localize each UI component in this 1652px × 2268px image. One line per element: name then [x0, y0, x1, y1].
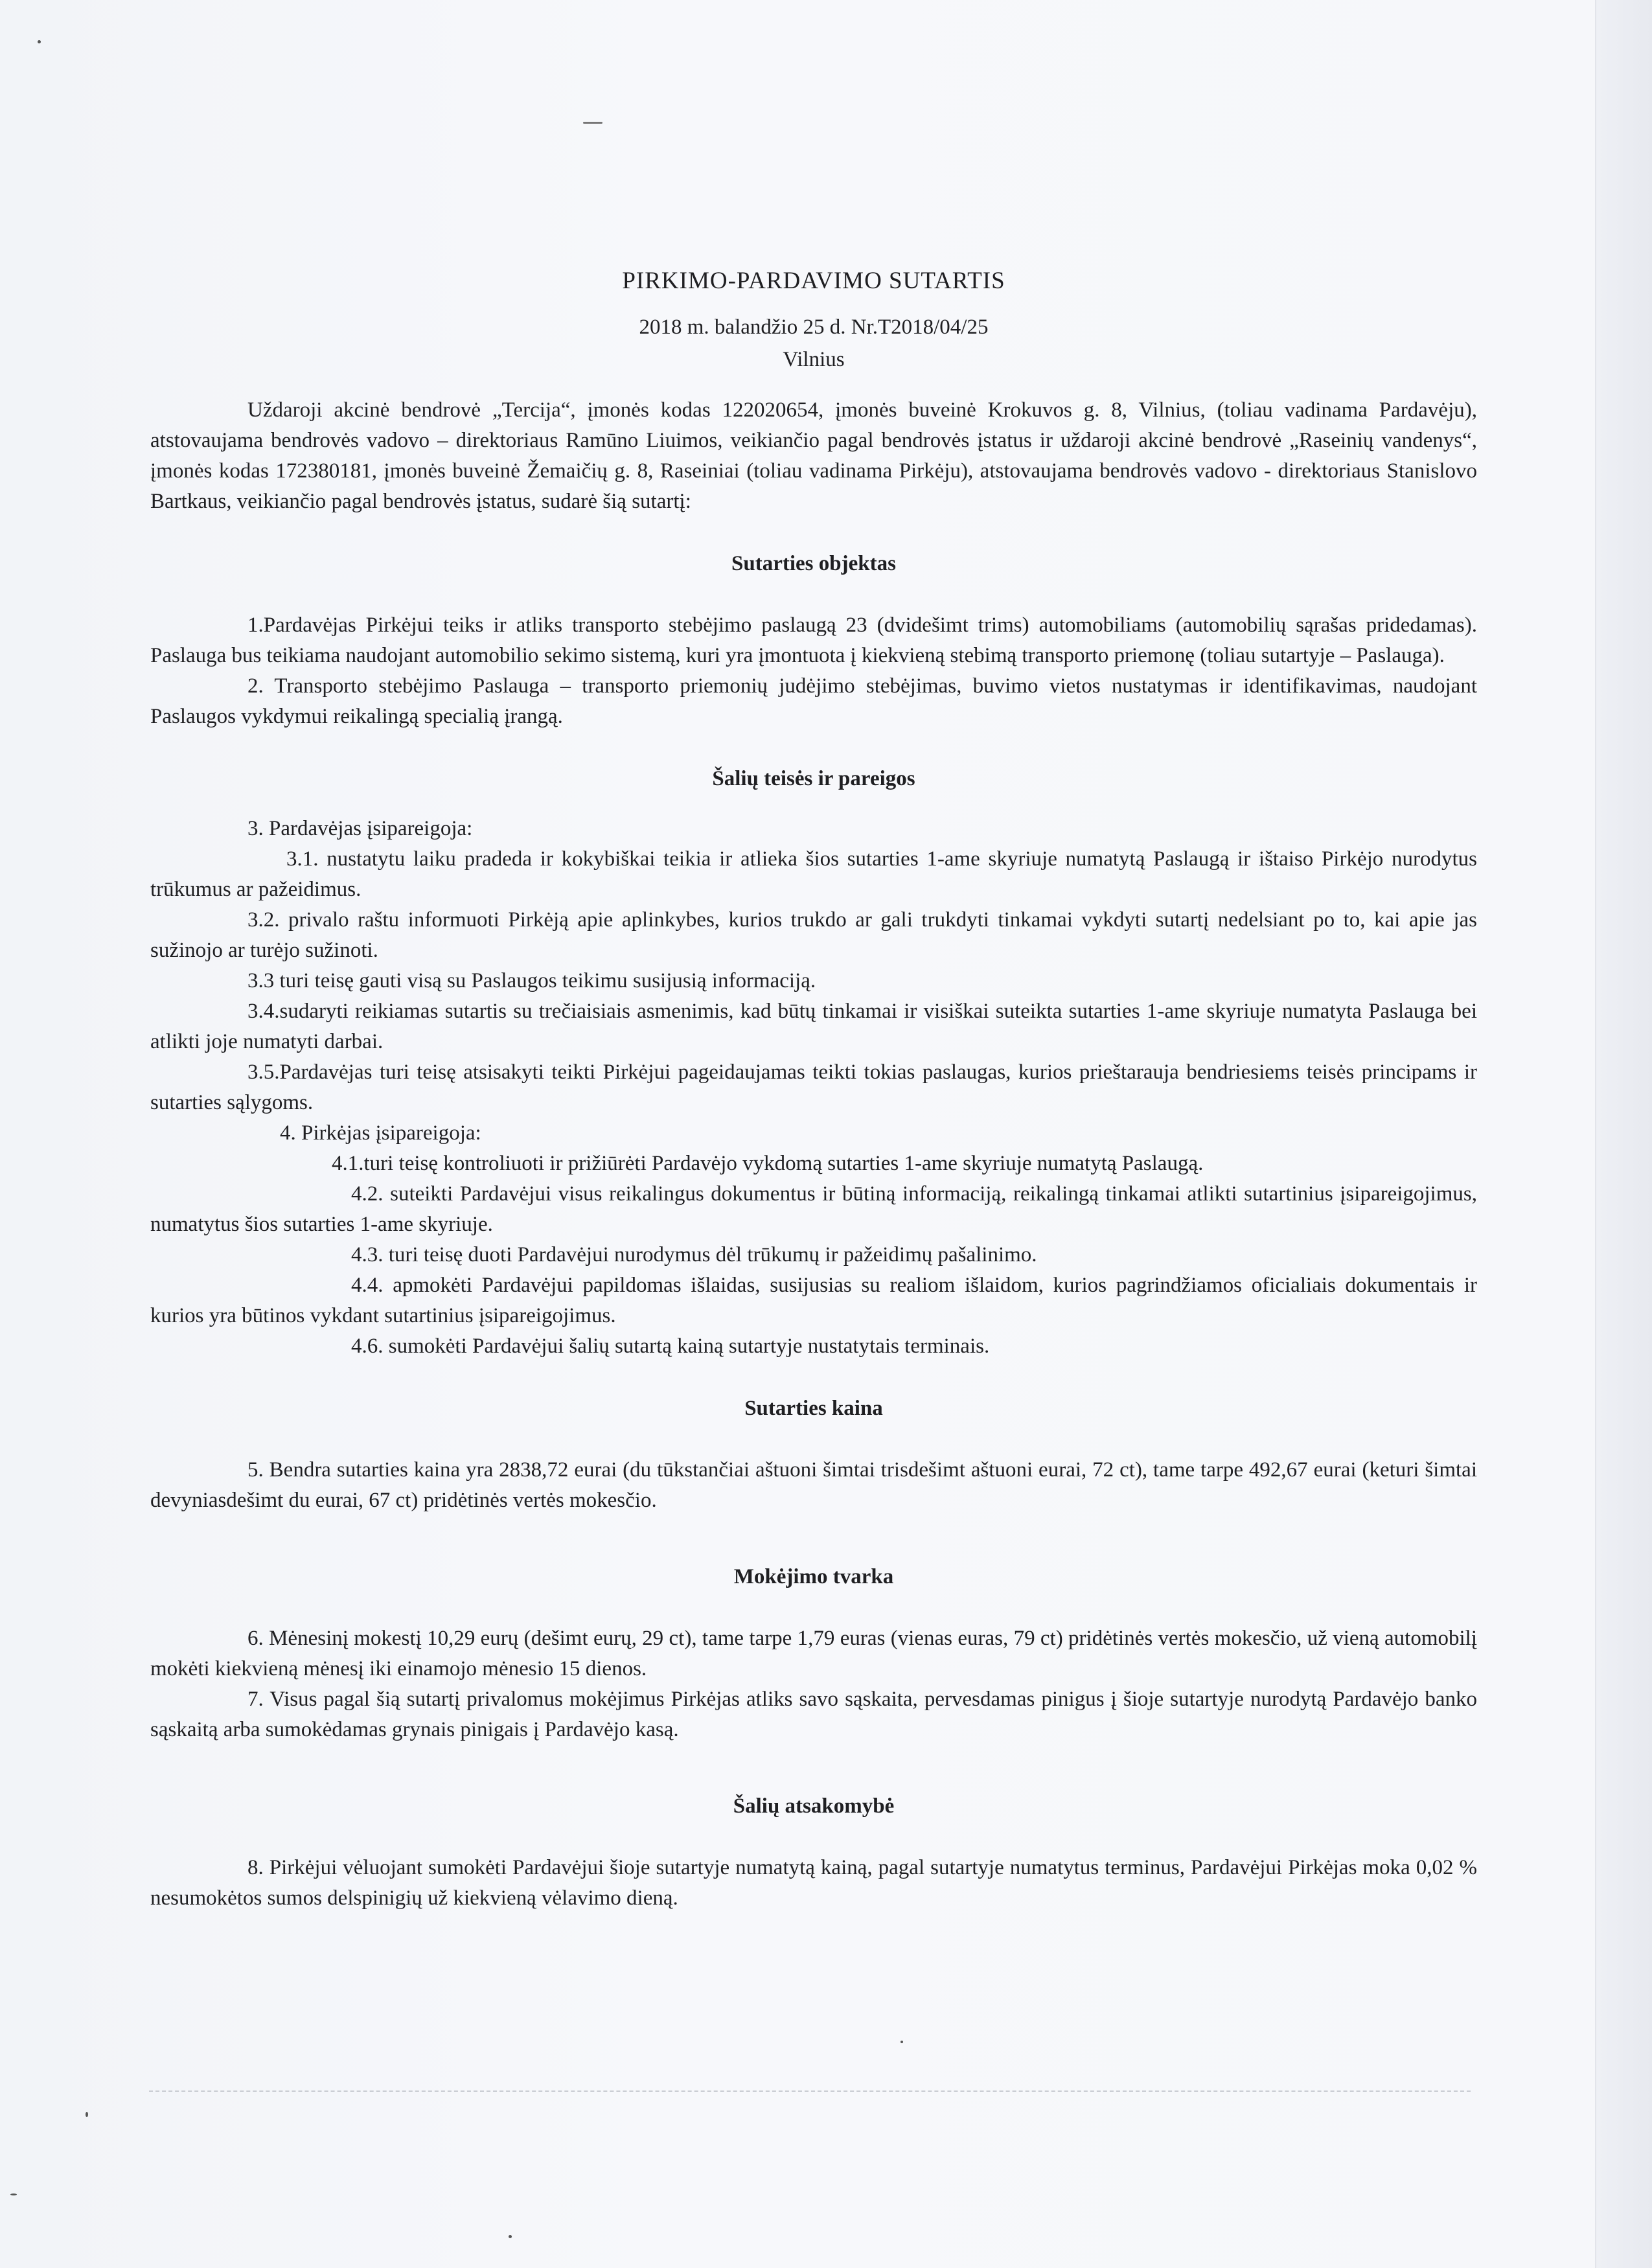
section-heading-rights: Šalių teisės ir pareigos: [712, 767, 915, 790]
scan-speck: [509, 2235, 512, 2238]
clause-8: 8. Pirkėjui vėluojant sumokėti Pardavėjui šioje sutartyje numatytą kainą, pagal sutartyje numatytus terminus, Pardavėjui Pirkėjas moka 0,02 % nesumokėtos sumos delspinigių už kiekvieną vėlavimo dieną.: [150, 1856, 1477, 1910]
clause-3-5: 3.5.Pardavėjas turi teisę atsisakyti teikti Pirkėjui pageidaujamas teikti tokias paslaugas, kurios prieštarauja bendriesiems teisės principams ir sutarties sąlygoms.: [150, 1060, 1477, 1114]
section-heading-liability: Šalių atsakomybė: [733, 1794, 895, 1818]
clause-3-2: 3.2. privalo raštu informuoti Pirkėją apie aplinkybes, kurios trukdo ar gali trukdyti tinkamai vykdyti sutartį nedelsiant po to, kai apie jas sužinojo ar turėjo sužinoti.: [150, 908, 1477, 962]
clause-4-2: 4.2. suteikti Pardavėjui visus reikalingus dokumentus ir būtiną informaciją, reikalingą tinkamai atlikti sutartinius įsipareigojimus, numatytus šios sutarties 1-ame skyriuje.: [150, 1182, 1477, 1236]
section-heading-price: Sutarties kaina: [744, 1397, 883, 1420]
clause-4: 4. Pirkėjas įsipareigoja:: [280, 1121, 481, 1145]
section-heading-payment: Mokėjimo tvarka: [733, 1565, 894, 1588]
scan-speck: [901, 2041, 903, 2043]
clause-1: 1.Pardavėjas Pirkėjui teiks ir atliks transporto stebėjimo paslaugą 23 (dvidešimt trims) automobiliams (automobilių sąrašas pridedamas). Paslauga bus teikiama naudojant automobilio sekimo sistemą, kuri yra įmontuota į kiekvieną stebimą transporto priemonę (toliau sutartyje – Paslauga).: [150, 613, 1477, 667]
clause-3-1: 3.1. nustatytu laiku pradeda ir kokybiškai teikia ir atlieka šios sutarties 1-ame skyriuje numatytą Paslaugą ir ištaiso Pirkėjo nurodytus trūkumus ar pažeidimus.: [150, 847, 1477, 901]
clause-5: 5. Bendra sutarties kaina yra 2838,72 eurai (du tūkstančiai aštuoni šimtai trisdešimt aštuoni eurai, 72 ct), tame tarpe 492,67 eurai (keturi šimtai devyniasdešimt du eurai, 67 ct) pridėtinės vertės mokesčio.: [150, 1458, 1477, 1512]
clause-7: 7. Visus pagal šią sutartį privalomus mokėjimus Pirkėjas atliks savo sąskaita, pervesdamas pinigus į šioje sutartyje nurodytą Pardavėjo banko sąskaitą arba sumokėdamas grynais pinigais į Pardavėjo kasą.: [150, 1688, 1477, 1741]
clause-3: 3. Pardavėjas įsipareigoja:: [247, 817, 473, 840]
contract-city: Vilnius: [783, 348, 845, 371]
page-footer-rule: [149, 2090, 1471, 2092]
clause-4-1: 4.1.turi teisę kontroliuoti ir prižiūrėti Pardavėjo vykdomą sutarties 1-ame skyriuje numatytą Paslaugą.: [332, 1152, 1204, 1175]
clause-6: 6. Mėnesinį mokestį 10,29 eurų (dešimt eurų, 29 ct), tame tarpe 1,79 euras (vienas euras, 79 ct) pridėtinės vertės mokesčio, už vieną automobilį mokėti kiekvieną mėnesį iki einamojo mėnesio 15 dienos.: [150, 1627, 1477, 1680]
clause-3-3: 3.3 turi teisę gauti visą su Paslaugos teikimu susijusią informaciją.: [247, 969, 816, 992]
contract-title: PIRKIMO-PARDAVIMO SUTARTIS: [622, 268, 1005, 294]
clause-4-4: 4.4. apmokėti Pardavėjui papildomas išlaidas, susijusias su realiom išlaidom, kurios pagrindžiamos oficialiais dokumentais ir kurios yra būtinos vykdant sutartinius įsipareigojimus.: [150, 1274, 1477, 1327]
clause-2: 2. Transporto stebėjimo Paslauga – transporto priemonių judėjimo stebėjimas, buvimo vietos nustatymas ir identifikavimas, naudojant Paslaugos vykdymui reikalingą specialią įrangą.: [150, 674, 1477, 728]
clause-4-6: 4.6. sumokėti Pardavėjui šalių sutartą kainą sutartyje nustatytais terminais.: [351, 1334, 990, 1358]
contract-date-number: 2018 m. balandžio 25 d. Nr.T2018/04/25: [639, 315, 989, 339]
scan-speck: [86, 2112, 88, 2117]
scan-speck: [583, 122, 602, 124]
clause-4-3: 4.3. turi teisę duoti Pardavėjui nurodymus dėl trūkumų ir pažeidimų pašalinimo.: [351, 1243, 1037, 1266]
section-heading-object: Sutarties objektas: [731, 552, 896, 575]
scan-speck: [38, 40, 41, 43]
contract-body: [150, 264, 1477, 1914]
contract-intro: Uždaroji akcinė bendrovė „Tercija“, įmonės kodas 122020654, įmonės buveinė Krokuvos g. 8, Vilnius, (toliau vadinama Pardavėju), atstovaujama bendrovės vadovo – direktoriaus Ramūno Liuimos, veikiančio pagal bendrovės įstatus ir uždaroji akcinė bendrovė „Raseinių vandenys“, įmonės kodas 172380181, įmonės buveinė Žemaičių g. 8, Raseiniai (toliau vadinama Pirkėju), atstovaujama bendrovės vadovo - direktoriaus Stanislovo Bartkaus, veikiančio pagal bendrovės įstatus, sudarė šią sutartį:: [150, 398, 1477, 513]
clause-3-4: 3.4.sudaryti reikiamas sutartis su trečiaisiais asmenimis, kad būtų tinkamai ir visiškai suteikta sutarties 1-ame skyriuje numatyta Paslauga bei atlikti joje numatyti darbai.: [150, 1000, 1477, 1053]
page-edge-shadow: [1595, 0, 1652, 2268]
scan-speck: [10, 2194, 17, 2195]
